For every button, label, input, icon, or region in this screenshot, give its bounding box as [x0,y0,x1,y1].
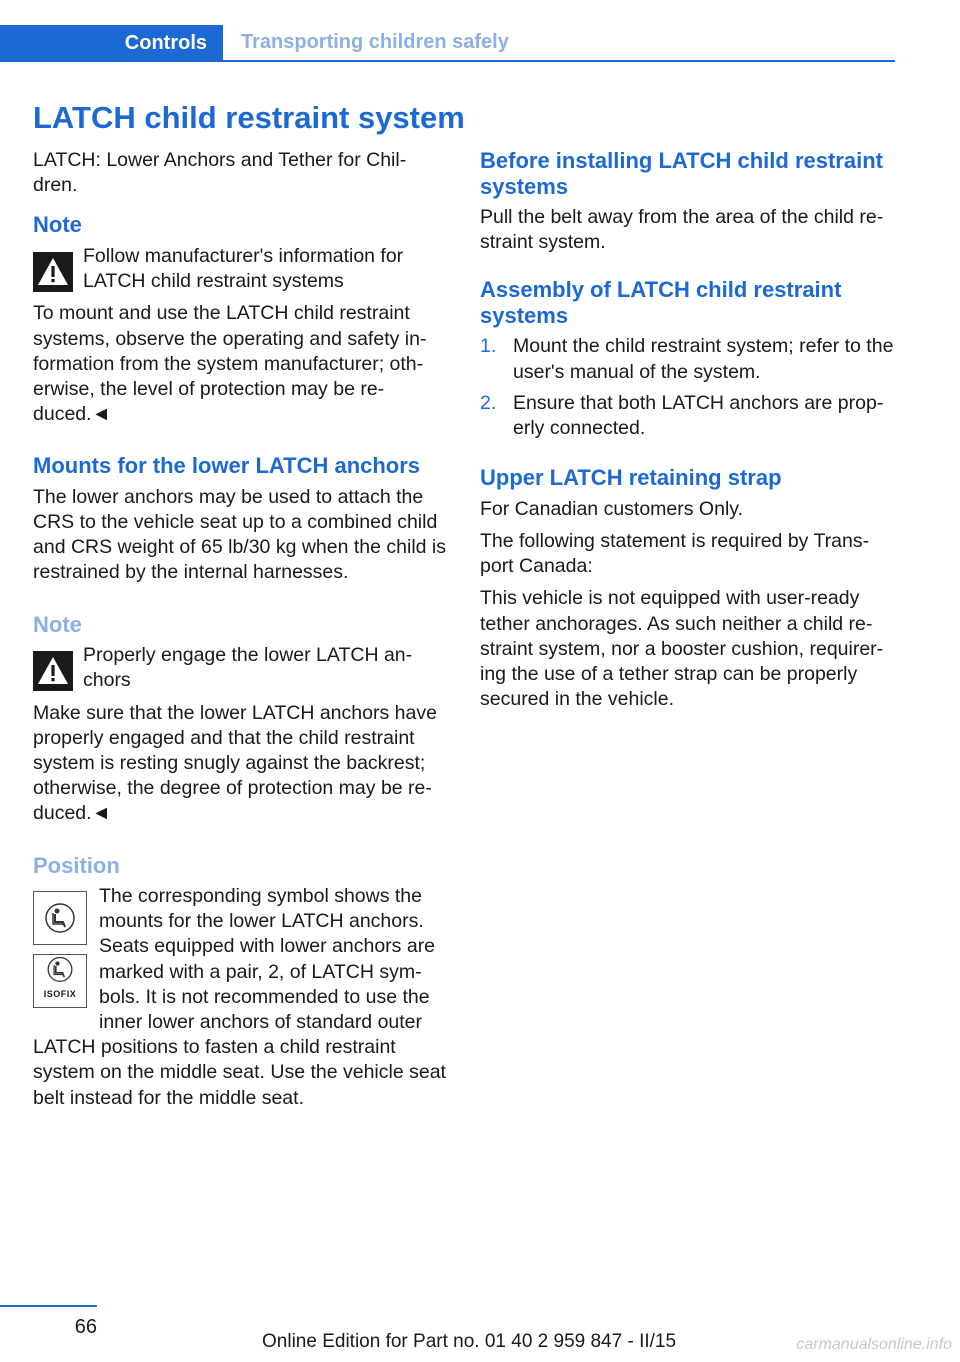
step-number: 2. [480,391,497,414]
edition-text: Online Edition for Part no. 01 40 2 959 847 - II/15 [262,1331,677,1352]
watermark: carmanualsonline.info [796,1336,952,1353]
upper-heading: Upper LATCH retaining strap [480,465,782,491]
isofix-glyph-icon [45,955,75,984]
step-text: Mount the child restraint system; refer to the user's manual of the system. [513,335,894,383]
footer-rule [0,1305,97,1307]
position-side-text: The corresponding symbol shows the mounts for the lower LATCH anchors. Seats equipped with lower anchors are marked with a pair, 2, of LATCH sym-bols. It is not recommended to use the inner lower anchors of standard outer [99,885,436,1034]
position-symbols [33,891,99,1017]
note-heading: Note [33,611,82,637]
child-seat-glyph-icon [43,901,77,935]
warning-title: Follow manufacturer's information for LATCH child restraint systems [83,244,404,293]
assembly-heading: Assembly of LATCH child restraint systems [480,277,842,328]
page-number: 66 [74,1316,97,1338]
assembly-steps [480,334,898,441]
intro-text: LATCH: Lower Anchors and Tether for Chil-dren. [33,149,407,197]
before-body: Pull the belt away from the area of the child re-straint system. [480,206,884,254]
isofix-symbol-icon [33,954,87,1008]
warning-triangle-icon [33,252,73,292]
position-continuation: LATCH positions to fasten a child restraint system on the middle seat. Use the vehicle seat belt instead for the middle seat. [33,1036,446,1109]
chapter-tab: Controls [0,25,223,62]
step-text: Ensure that both LATCH anchors are prop-erly connected. [513,391,884,440]
running-header [0,25,895,62]
upper-p2: The following statement is required by Trans-port Canada: [480,529,870,578]
warning-title: Properly engage the lower LATCH an-chors [83,644,413,692]
position-block [33,884,447,1035]
mounts-body: The lower anchors may be used to attach the CRS to the vehicle seat up to a combined child and CRS weight of 65 lb/30 kg when the child is restrained by the internal harnesses. [33,485,446,584]
left-column [33,148,447,1118]
upper-p3: This vehicle is not equipped with user-ready tether anchorages. As such neither a child re-straint system, nor a booster cushion, requirer-ing the use of a tether strap can be properly secured in the vehicle. [480,587,884,711]
list-item [480,334,898,384]
isofix-label: ISOFIX [43,988,77,999]
child-seat-symbol-icon [33,891,87,945]
warning-triangle-icon [33,651,73,691]
warning-note [33,244,447,294]
right-column [480,148,898,719]
note-body: Make sure that the lower LATCH anchors have properly engaged and that the child restraint system is resting snugly against the backrest; otherwise, the degree of protection may be re-duced.◄ [33,701,437,825]
position-heading: Position [33,852,120,878]
warning-note [33,643,447,693]
list-item [480,391,898,441]
before-heading: Before installing LATCH child restraint systems [480,148,883,199]
note-body: To mount and use the LATCH child restraint systems, observe the operating and safety in-formation from the system manufacturer; oth-erwise, the level of protection may be re-duced.◄ [33,302,427,426]
section-tab: Transporting children safely [223,25,895,62]
step-number: 1. [480,335,497,358]
note-heading: Note [33,212,82,238]
upper-p1: For Canadian customers Only. [480,497,743,520]
page-title: LATCH child restraint system [33,100,465,135]
mounts-heading: Mounts for the lower LATCH anchors [33,453,421,479]
